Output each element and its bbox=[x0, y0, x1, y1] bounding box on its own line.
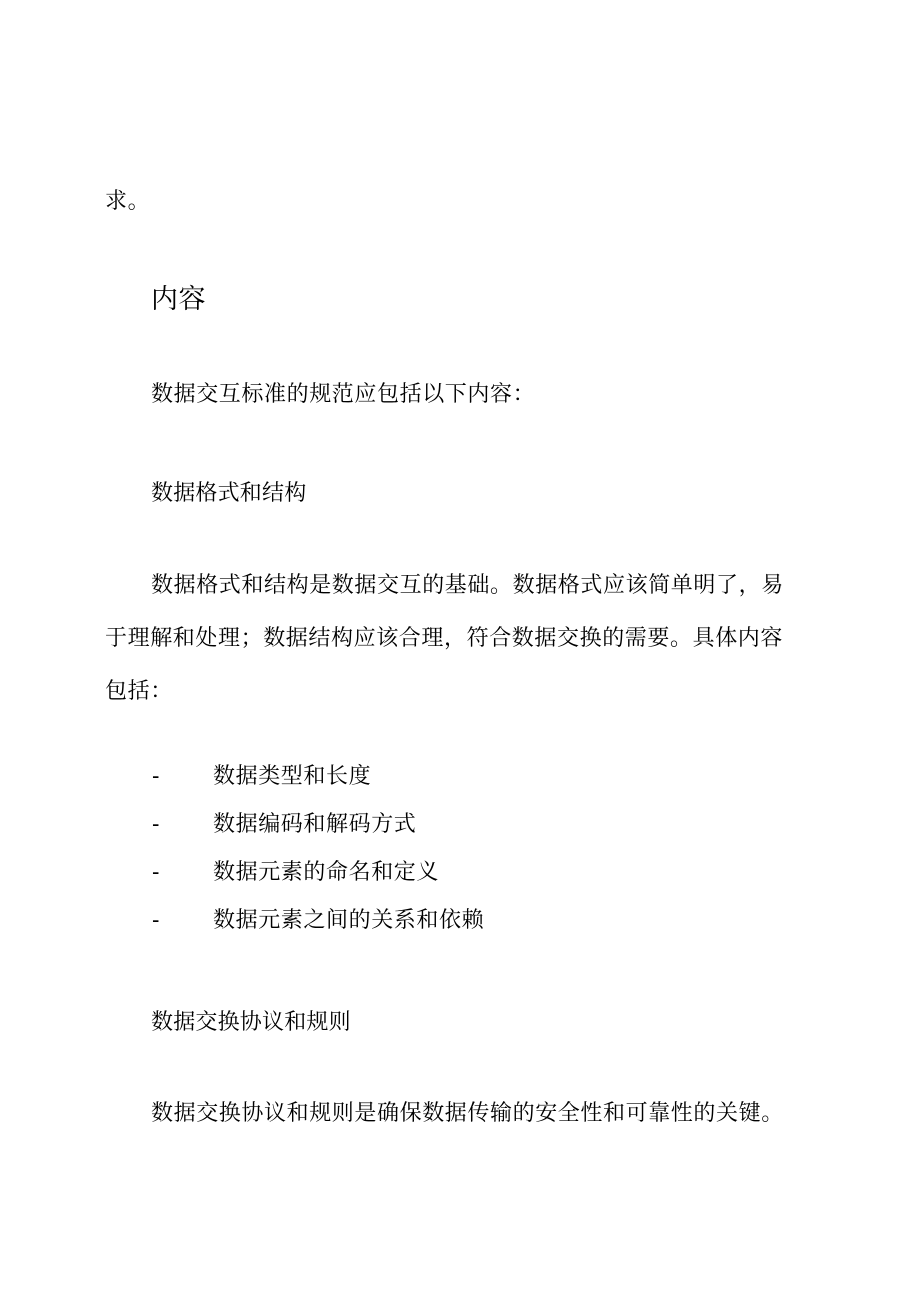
bullet-text: 数据元素的命名和定义 bbox=[213, 860, 440, 885]
section-intro-text: 数据交互标准的规范应包括以下内容： bbox=[151, 382, 536, 407]
continued-text-fragment: 求。 bbox=[105, 189, 151, 214]
bullet-marker: - bbox=[152, 764, 160, 789]
format-paragraph: 数据格式和结构是数据交互的基础。数据格式应该简单明了，易于理解和处理；数据结构应该合理，符合数据交换的需要。具体内容包括： bbox=[105, 573, 784, 704]
bullet-marker: - bbox=[152, 812, 160, 837]
bullet-marker: - bbox=[152, 860, 160, 885]
bullet-text: 数据类型和长度 bbox=[213, 764, 372, 789]
protocol-paragraph: 数据交换协议和规则是确保数据传输的安全性和可靠性的关键。 bbox=[151, 1101, 784, 1126]
bullet-text: 数据元素之间的关系和依赖 bbox=[213, 908, 485, 933]
section-heading-content: 内容 bbox=[151, 284, 206, 315]
subsection-heading-format: 数据格式和结构 bbox=[151, 481, 307, 506]
bullet-marker: - bbox=[152, 908, 160, 933]
bullet-text: 数据编码和解码方式 bbox=[213, 812, 417, 837]
subsection-heading-protocol: 数据交换协议和规则 bbox=[151, 1010, 351, 1035]
